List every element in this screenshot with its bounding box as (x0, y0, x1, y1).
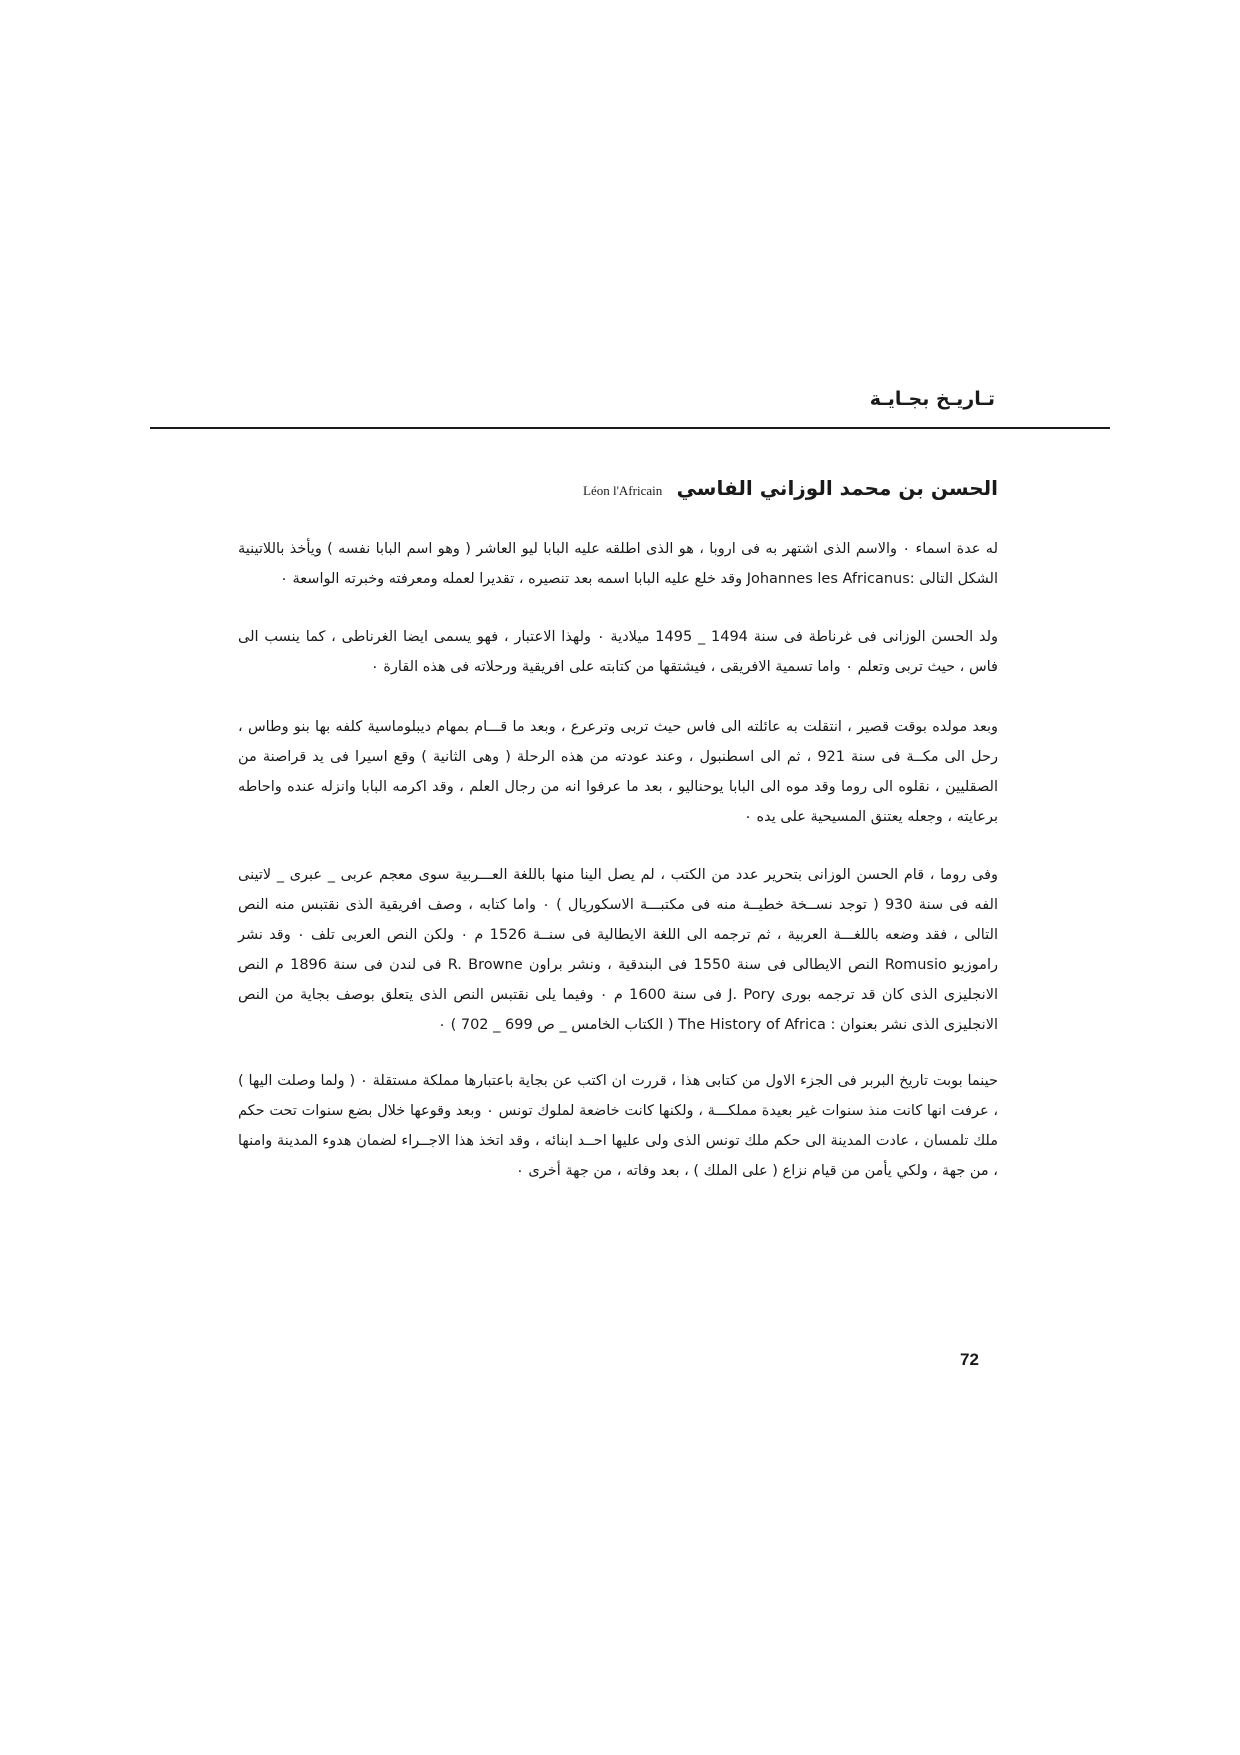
paragraph-2: ولد الحسن الوزانى فى غرناطة فى سنة 1494 _ 1495 ميلادية ٠ ولهذا الاعتبار ، فهو يسمى ايضا الغرناطى ، كما ينسب الى فاس ، حيث تربى وتعلم ٠ واما تسمية الافريقى ، فيشتقها من كتابته على افريقية ورحلاته فى هذه القارة ٠ (238, 629, 998, 675)
paragraph-4: وفى روما ، قام الحسن الوزانى بتحرير عدد من الكتب ، لم يصل الينا منها باللغة العـــربية سوى معجم عربى _ عبرى _ لاتينى الفه فى سنة 930 ( توجد نســخة خطيــة منه فى مكتبـــة الاسكوريال ) ٠ واما كتابه ، وصف افريقية الذى نقتبس منه النص التالى ، فقد وضعه باللغـــة العربية ، ثم ترجمه الى اللغة الايطالية فى سنــة 1526 م ٠ ولكن النص العربى تلف ٠ وقد نشر راموزيو Romusio النص الايطالى فى سنة 1550 فى البندقية ، ونشر براون R. Browne فى لندن فى سنة 1896 م النص الانجليزى الذى كان قد ترجمه بورى J. Pory فى سنة 1600 م ٠ وفيما يلى نقتبس النص الذى يتعلق بوصف بجاية من النص الانجليزى الذى نشر بعنوان : The History of Africa ( الكتاب الخامس _ ص 699 _ 702 ) ٠ (238, 867, 999, 1033)
article-title (560, 476, 998, 508)
title-arabic: الحسن بن محمد الوزاني الفاسي (676, 476, 998, 500)
paragraph-1: له عدة اسماء ٠ والاسم الذى اشتهر به فى اروبا ، هو الذى اطلقه عليه البابا ليو العاشر ( وهو اسم البابا نفسه ) ويأخذ باللاتينية الشكل التالى :Johannes les Africanus وقد خلع عليه البابا اسمه بعد تنصيره ، تقديرا لعمله ومعرفته وخبرته الواسعة ٠ (238, 541, 998, 587)
article-body (238, 534, 998, 1214)
page-number: 72 (960, 1350, 979, 1369)
paragraph-3: وبعد مولده بوقت قصير ، انتقلت به عائلته الى فاس حيث تربى وترعرع ، وبعد ما قـــام بمهام ديبلوماسية كلفه بها بنو وطاس ، رحل الى مكــة فى سنة 921 ، ثم الى اسطنبول ، وعند عودته من هذه الرحلة ( وهى الثانية ) وقع اسيرا فى يد قراصنة من الصقليين ، نقلوه الى روما وقد موه الى البابا يوحناليو ، بعد ما عرفوا انه من رجال العلم ، وقد اكرمه البابا وانزله عنده واحاطه برعايته ، وجعله يعتنق المسيحية على يده ٠ (238, 719, 999, 825)
header-rule (150, 427, 1110, 429)
paragraph-5: حينما بوبت تاريخ البربر فى الجزء الاول من كتابى هذا ، قررت ان اكتب عن بجاية باعتبارها مملكة مستقلة ٠ ( ولما وصلت اليها ) ، عرفت انها كانت منذ سنوات غير بعيدة مملكـــة ، ولكنها كانت خاضعة لملوك تونس ٠ وبعد وقوعها خلال بضع سنوات تحت حكم ملك تلمسان ، عادت المدينة الى حكم ملك تونس الذى ولى عليها احــد ابنائه ، وقد اتخذ هذا الاجــراء لضمان هدوء المدينة وامنها ، من جهة ، ولكي يأمن من قيام نزاع ( على الملك ) ، بعد وفاته ، من جهة أخرى ٠ (238, 1073, 999, 1179)
running-head: تـاريـخ بجـايـة (869, 388, 995, 410)
title-latin: Léon l'Africain (583, 483, 663, 498)
